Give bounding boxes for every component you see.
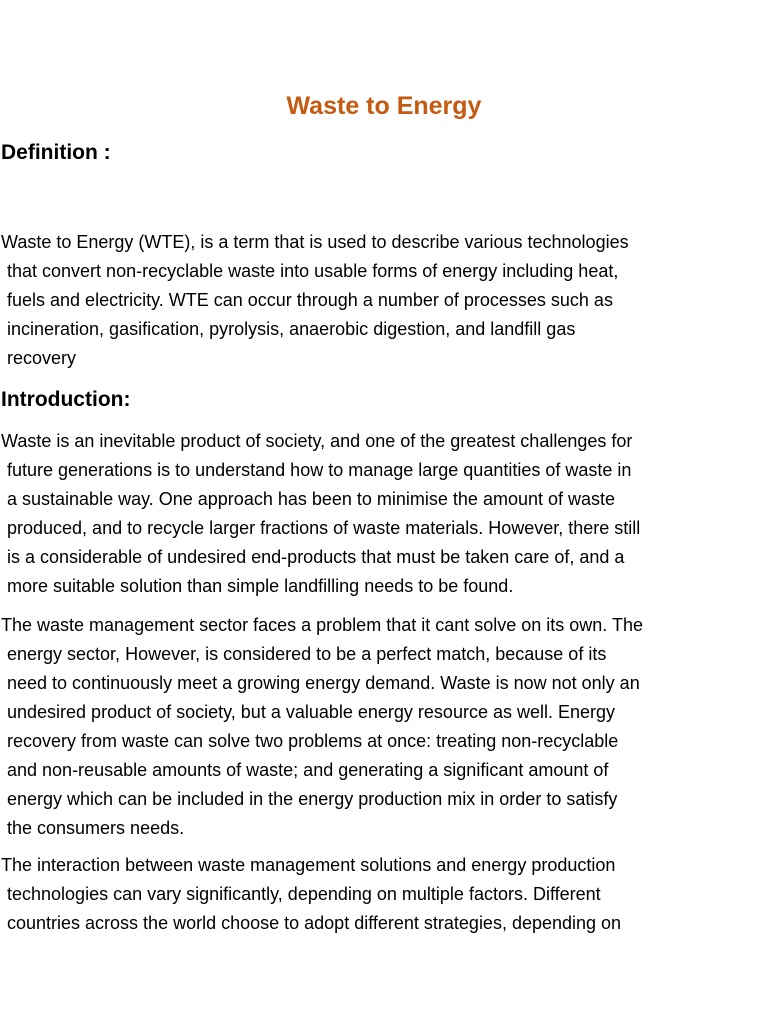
paragraph-line: Waste is an inevitable product of society, and one of the greatest challenges for (1, 431, 633, 451)
paragraph-line: produced, and to recycle larger fractions of waste materials. However, there still (7, 518, 641, 538)
document-title: Waste to Energy (286, 92, 482, 120)
paragraph-line: energy which can be included in the energy production mix in order to satisfy (7, 789, 618, 809)
paragraph-line: technologies can vary significantly, depending on multiple factors. Different (7, 884, 601, 904)
intro-paragraph-1 (1, 427, 768, 601)
paragraph-line: The waste management sector faces a problem that it cant solve on its own. The (1, 615, 643, 635)
paragraph-line: and non-reusable amounts of waste; and generating a significant amount of (7, 760, 609, 780)
introduction-heading: Introduction: (1, 388, 131, 411)
paragraph-line: a sustainable way. One approach has been to minimise the amount of waste (7, 489, 616, 509)
paragraph-line: undesired product of society, but a valuable energy resource as well. Energy (7, 702, 616, 722)
paragraph-line: future generations is to understand how to manage large quantities of waste in (7, 460, 632, 480)
paragraph-line: the consumers needs. (7, 818, 185, 838)
intro-paragraph-3 (1, 851, 768, 938)
paragraph-line: that convert non-recyclable waste into usable forms of energy including heat, (7, 261, 619, 281)
definition-heading: Definition : (1, 141, 111, 164)
paragraph-line: Waste to Energy (WTE), is a term that is used to describe various technologies (1, 232, 629, 252)
intro-paragraph-2 (1, 611, 768, 843)
paragraph-line: more suitable solution than simple landfilling needs to be found. (7, 576, 514, 596)
paragraph-line: incineration, gasification, pyrolysis, anaerobic digestion, and landfill gas (7, 319, 576, 339)
paragraph-line: recovery (7, 348, 77, 368)
paragraph-line: is a considerable of undesired end-products that must be taken care of, and a (7, 547, 625, 567)
definition-paragraph (1, 228, 768, 373)
paragraph-line: The interaction between waste management solutions and energy production (1, 855, 616, 875)
paragraph-line: energy sector, However, is considered to be a perfect match, because of its (7, 644, 607, 664)
paragraph-line: need to continuously meet a growing energy demand. Waste is now not only an (7, 673, 640, 693)
paragraph-line: fuels and electricity. WTE can occur through a number of processes such as (7, 290, 613, 310)
paragraph-line: countries across the world choose to adopt different strategies, depending on (7, 913, 622, 933)
paragraph-line: recovery from waste can solve two problems at once: treating non-recyclable (7, 731, 619, 751)
